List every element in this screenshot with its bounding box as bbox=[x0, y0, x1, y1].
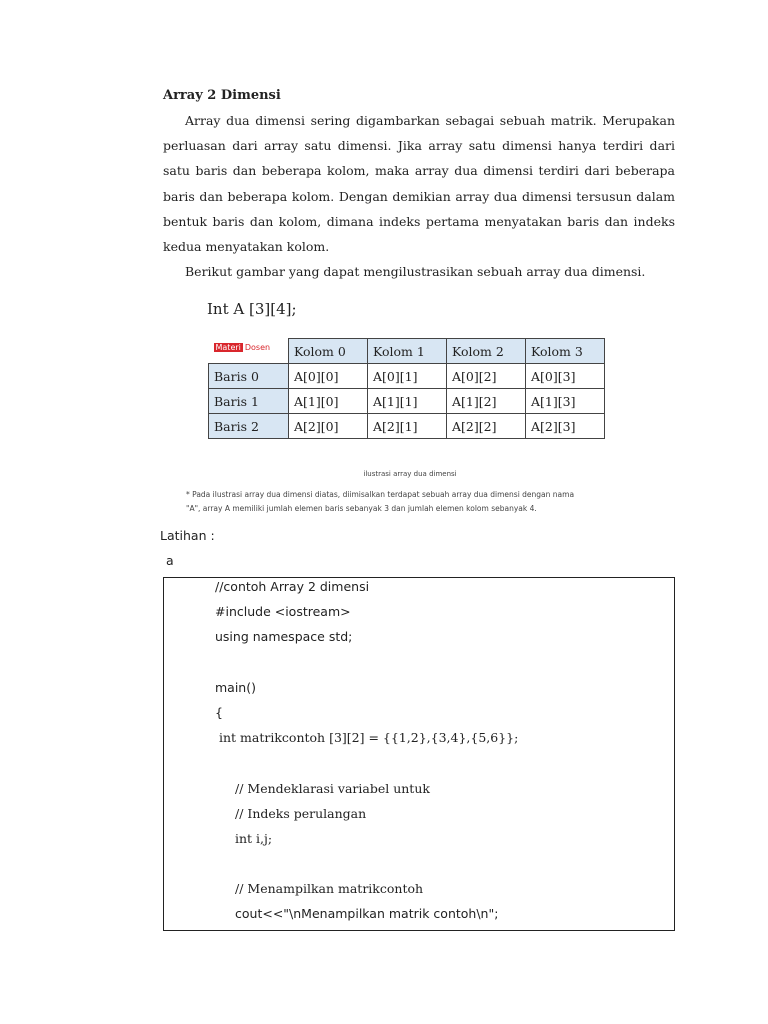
column-header: Kolom 0 bbox=[289, 339, 368, 364]
exercise-a-label: a bbox=[166, 553, 174, 568]
row-header: Baris 1 bbox=[209, 389, 289, 414]
table-cell: A[0][1] bbox=[368, 364, 447, 389]
table-cell: A[0][3] bbox=[526, 364, 605, 389]
table-header-row bbox=[209, 339, 605, 364]
table-cell: A[0][0] bbox=[289, 364, 368, 389]
table-cell: A[1][3] bbox=[526, 389, 605, 414]
table-cell: A[1][2] bbox=[447, 389, 526, 414]
code-line: { bbox=[215, 705, 223, 720]
corner-cell bbox=[209, 339, 289, 364]
latihan-label: Latihan : bbox=[160, 528, 215, 543]
figure-note bbox=[186, 488, 636, 516]
table-cell: A[2][1] bbox=[368, 414, 447, 439]
code-line: int matrikcontoh [3][2] = {{1,2},{3,4},{5,6}}; bbox=[219, 730, 519, 745]
code-line: int i,j; bbox=[235, 831, 273, 846]
code-line: cout<<"\nMenampilkan matrik contoh\n"; bbox=[235, 906, 499, 921]
column-header: Kolom 3 bbox=[526, 339, 605, 364]
column-header: Kolom 2 bbox=[447, 339, 526, 364]
code-box bbox=[163, 577, 675, 931]
figure-intro-paragraph: Berikut gambar yang dapat mengilustrasikan sebuah array dua dimensi. bbox=[185, 264, 646, 279]
figure-caption: ilustrasi array dua dimensi bbox=[363, 470, 457, 478]
table-row bbox=[209, 389, 605, 414]
code-line: // Mendeklarasi variabel untuk bbox=[235, 781, 430, 796]
table-row bbox=[209, 414, 605, 439]
code-line: using namespace std; bbox=[215, 629, 353, 644]
row-header: Baris 2 bbox=[209, 414, 289, 439]
intro-paragraph: Array dua dimensi sering digambarkan sebagai sebuah matrik. Merupakan perluasan dari array satu dimensi. Jika array satu dimensi hanya terdiri dari satu baris dan beberapa kolom, maka array dua dimensi terdiri dari beberapa baris dan beberapa kolom. Dengan demikian array dua dimensi tersusun dalam bentuk baris dan kolom, dimana indeks pertama menyatakan baris dan indeks kedua menyatakan kolom. bbox=[163, 113, 675, 255]
table-cell: A[0][2] bbox=[447, 364, 526, 389]
code-line: //contoh Array 2 dimensi bbox=[215, 579, 370, 594]
array-grid-table bbox=[208, 338, 605, 439]
code-line: main() bbox=[215, 680, 256, 695]
table-cell: A[2][3] bbox=[526, 414, 605, 439]
section-heading: Array 2 Dimensi bbox=[163, 88, 281, 103]
code-line: // Indeks perulangan bbox=[235, 806, 367, 821]
materi-dosen-badge: Materi Dosen bbox=[215, 342, 271, 352]
table-cell: A[1][0] bbox=[289, 389, 368, 414]
row-header: Baris 0 bbox=[209, 364, 289, 389]
code-line: #include <iostream> bbox=[215, 604, 351, 619]
figure-note-line: "A", array A memiliki jumlah elemen baris sebanyak 3 dan jumlah elemen kolom sebanyak 4. bbox=[186, 504, 537, 513]
table-row bbox=[209, 364, 605, 389]
column-header: Kolom 1 bbox=[368, 339, 447, 364]
figure-title: Int A [3][4]; bbox=[207, 300, 297, 318]
code-line: // Menampilkan matrikcontoh bbox=[235, 881, 424, 896]
array-illustration-figure bbox=[180, 296, 640, 521]
figure-note-line: * Pada ilustrasi array dua dimensi diatas, diimisalkan terdapat sebuah array dua dimensi dengan nama bbox=[186, 490, 575, 499]
table-cell: A[2][2] bbox=[447, 414, 526, 439]
table-cell: A[2][0] bbox=[289, 414, 368, 439]
table-cell: A[1][1] bbox=[368, 389, 447, 414]
